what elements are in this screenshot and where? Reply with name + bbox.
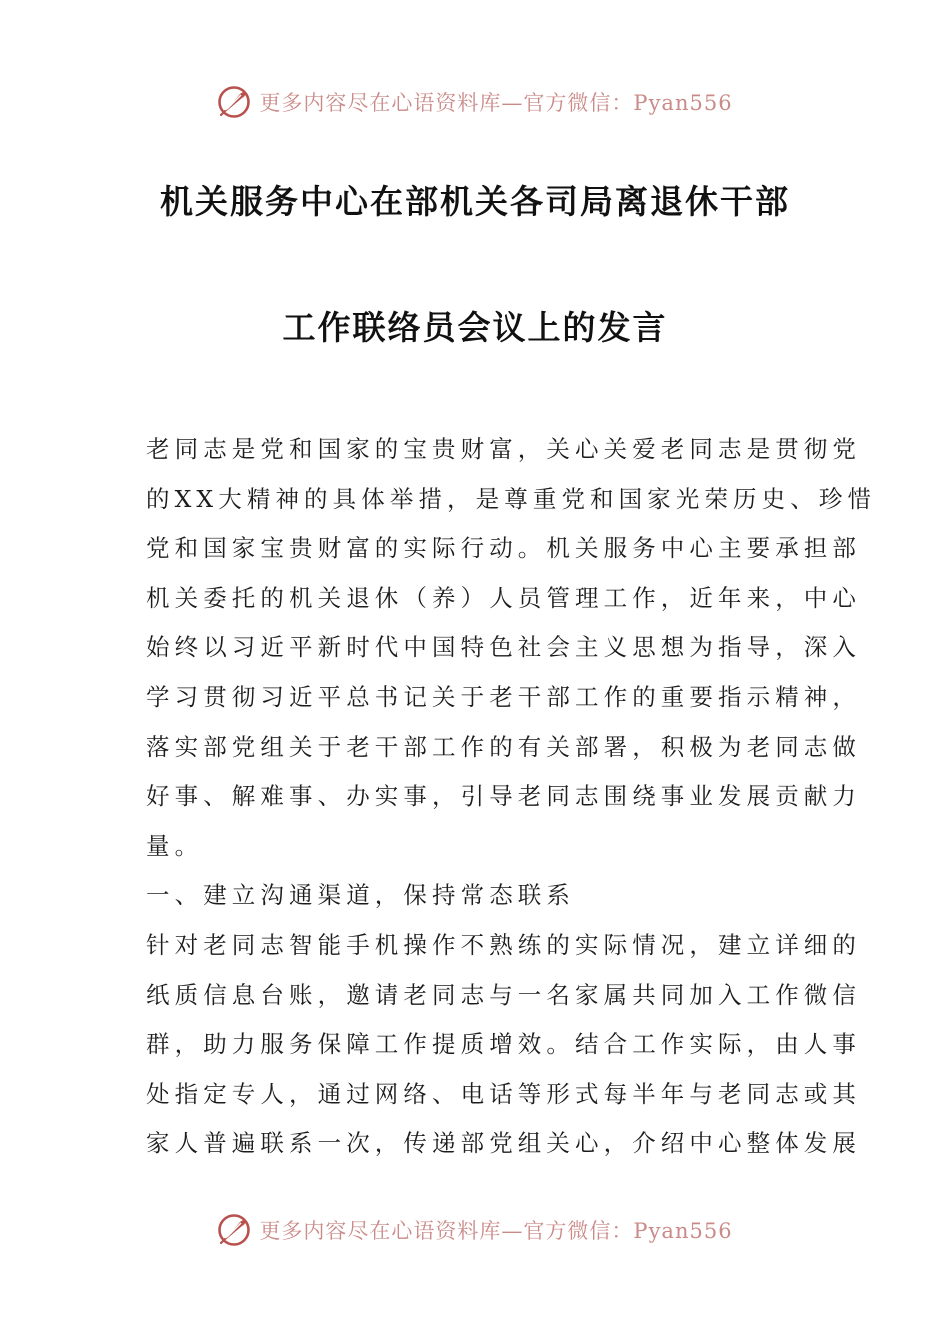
body-line: 群，助力服务保障工作提质增效。结合工作实际，由人事: [146, 1030, 861, 1059]
body-line: 针对老同志智能手机操作不熟练的实际情况，建立详细的: [146, 930, 861, 959]
body-line: 好事、解难事、办实事，引导老同志围绕事业发展贡献力: [146, 782, 861, 811]
body-line: 的XX大精神的具体举措，是尊重党和国家光荣历史、珍惜: [146, 484, 877, 513]
document-body: [146, 430, 877, 1174]
body-line: 纸质信息台账，邀请老同志与一名家属共同加入工作微信: [146, 980, 861, 1009]
body-line: 党和国家宝贵财富的实际行动。机关服务中心主要承担部: [146, 534, 861, 563]
document-title-line-2: 工作联络员会议上的发言: [282, 308, 668, 347]
document-title-line-1: 机关服务中心在部机关各司局离退休干部: [160, 182, 790, 221]
quill-logo-icon: [217, 1213, 251, 1247]
body-line: 学习贯彻习近平总书记关于老干部工作的重要指示精神，: [146, 682, 861, 711]
section-heading: 一、建立沟通渠道，保持常态联系: [146, 881, 575, 910]
body-line: 落实部党组关于老干部工作的有关部署，积极为老同志做: [146, 732, 861, 761]
body-line: 家人普遍联系一次，传递部党组关心，介绍中心整体发展: [146, 1129, 861, 1158]
quill-logo-icon: [217, 85, 251, 119]
body-line: 处指定专人，通过网络、电话等形式每半年与老同志或其: [146, 1079, 861, 1108]
watermark-footer: [0, 1210, 950, 1250]
watermark-text: 更多内容尽在心语资料库—官方微信：Pyan556: [259, 91, 733, 115]
body-line: 量。: [146, 831, 204, 860]
body-line: 老同志是党和国家的宝贵财富，关心关爱老同志是贯彻党: [146, 435, 861, 463]
watermark-text: 更多内容尽在心语资料库—官方微信：Pyan556: [259, 1219, 733, 1243]
watermark-header: [0, 82, 950, 122]
body-line: 机关委托的机关退休（养）人员管理工作，近年来，中心: [146, 583, 861, 612]
body-line: 始终以习近平新时代中国特色社会主义思想为指导，深入: [146, 633, 861, 662]
